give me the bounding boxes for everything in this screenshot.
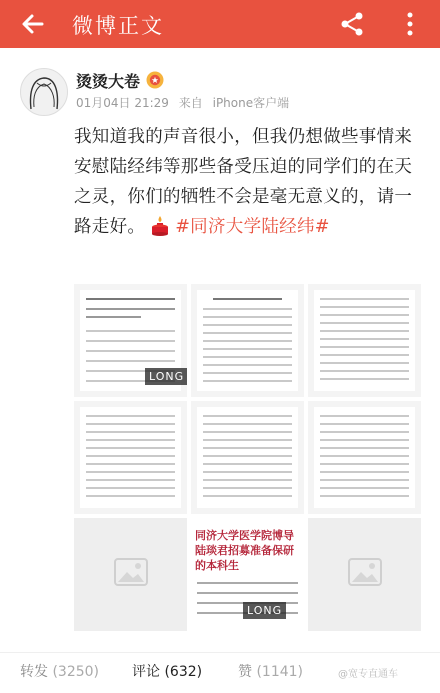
post-source: iPhone客户端 bbox=[212, 96, 290, 110]
post-content bbox=[74, 122, 422, 242]
comment-label: 评论 bbox=[132, 664, 160, 680]
page-title: 微博正文 bbox=[72, 14, 164, 38]
image-thumbnail[interactable] bbox=[191, 518, 304, 631]
like-tab[interactable] bbox=[238, 661, 303, 681]
app-bar bbox=[0, 0, 440, 48]
document-preview bbox=[197, 407, 298, 508]
long-image-badge: LONG bbox=[145, 368, 187, 385]
post-time: 01月04日 21:29 bbox=[76, 96, 169, 110]
image-placeholder-icon bbox=[348, 558, 382, 586]
image-thumbnail[interactable] bbox=[191, 284, 304, 397]
notice-title: 同济大学医学院博导陆琰君招募准备保研的本科生 bbox=[195, 529, 294, 572]
share-icon[interactable] bbox=[338, 10, 366, 38]
image-thumbnail[interactable] bbox=[308, 401, 421, 514]
like-count: (1141) bbox=[256, 664, 304, 680]
avatar[interactable] bbox=[20, 68, 68, 116]
topic-link[interactable]: #同济大学陆经纬# bbox=[175, 217, 330, 237]
comment-tab[interactable] bbox=[132, 661, 202, 681]
document-preview bbox=[314, 290, 415, 391]
document-preview bbox=[80, 407, 181, 508]
image-thumbnail[interactable] bbox=[74, 284, 187, 397]
image-grid bbox=[74, 284, 422, 630]
author-name[interactable]: 烫烫大卷 bbox=[76, 72, 141, 91]
repost-count: (3250) bbox=[52, 664, 100, 680]
image-thumbnail[interactable] bbox=[74, 401, 187, 514]
bottom-action-bar bbox=[0, 652, 440, 693]
repost-tab[interactable] bbox=[20, 661, 99, 681]
back-arrow-icon[interactable] bbox=[18, 9, 48, 39]
long-image-badge: LONG bbox=[243, 602, 286, 619]
image-thumbnail[interactable] bbox=[191, 401, 304, 514]
document-preview bbox=[314, 407, 415, 508]
like-label: 赞 bbox=[238, 664, 252, 680]
post-meta bbox=[76, 94, 295, 111]
post-text: 我知道我的声音很小，但我仍想做些事情来安慰陆经纬等那些备受压迫的同学们的在天之灵，你们的牺牲不会是毫无意义的，请一路走好。 bbox=[74, 127, 413, 237]
watermark: @宽专直通车 bbox=[338, 669, 398, 680]
repost-label: 转发 bbox=[20, 664, 48, 680]
comment-count: (632) bbox=[164, 664, 203, 680]
image-thumbnail[interactable] bbox=[308, 284, 421, 397]
source-prefix: 来自 bbox=[178, 96, 203, 110]
image-placeholder[interactable] bbox=[74, 518, 187, 631]
verified-gold-badge-icon bbox=[146, 71, 164, 89]
candle-icon bbox=[149, 214, 171, 236]
document-preview bbox=[197, 290, 298, 391]
image-placeholder[interactable] bbox=[308, 518, 421, 631]
more-vertical-icon[interactable] bbox=[404, 10, 416, 38]
image-placeholder-icon bbox=[114, 558, 148, 586]
post-author-header bbox=[0, 60, 440, 116]
